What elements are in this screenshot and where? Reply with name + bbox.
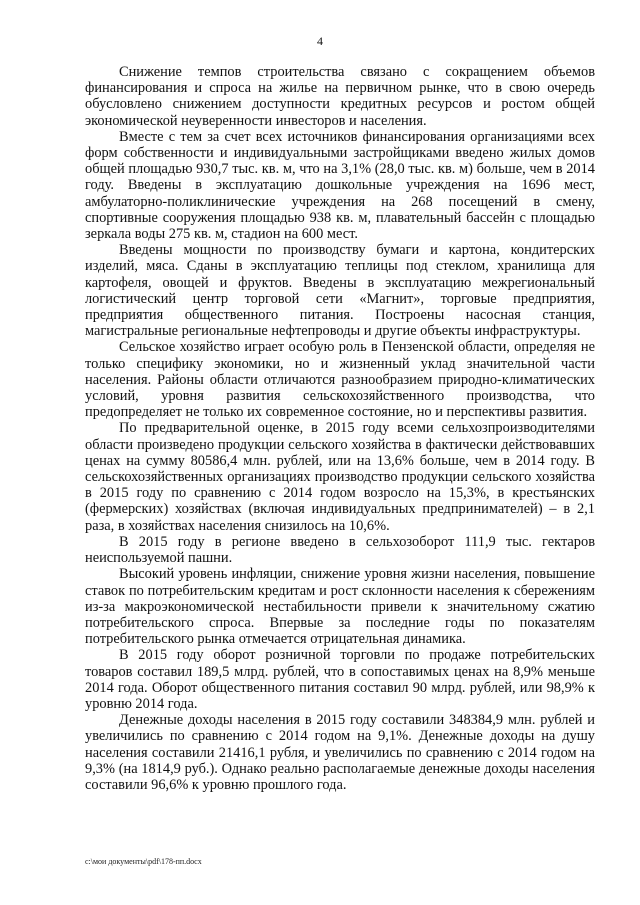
document-body [85, 64, 595, 793]
paragraph-income: Денежные доходы населения в 2015 году составили 348384,9 млн. рублей и увеличились по сравнению с 2014 годом на 9,1%. Денежные доходы на душу населения составили 21416,1 рубля, и увеличились по сравнению с 2014 годом на 9,3% (на 1814,9 руб.). Однако реально располагаемые денежные доходы населения составили 96,6% к уровню прошлого года. [85, 712, 595, 793]
paragraph-housing-commissioning: Вместе с тем за счет всех источников финансирования организациями всех форм собственности и индивидуальными застройщиками введено жилых домов общей площадью 930,7 тыс. кв. м, что на 3,1% (28,0 тыс. кв. м) больше, чем в 2014 году. Введены в эксплуатацию дошкольные учреждения на 1696 мест, амбулаторно-поликлинические учреждения на 268 посещений в смену, спортивные сооружения площадью 938 кв. м, плавательный бассейн с площадью зеркала воды 275 кв. м, стадион на 600 мест. [85, 128, 595, 243]
paragraph-production-capacity: Введены мощности по производству бумаги и картона, кондитерских изделий, мяса. Сданы в эксплуатацию теплицы под стеклом, хранилища для картофеля, овощей и фруктов. Введены в эксплуатацию межрегиональный логистический центр торговой сети «Магнит», торговые предприятия, предприятия общественного питания. Построены насосная станция, магистральные региональные нефтепроводы и другие объекты инфраструктуры. [85, 242, 595, 340]
footer-file-path: c:\мои документы\pdf\178-пп.docx [85, 857, 202, 866]
paragraph-retail-turnover: В 2015 году оборот розничной торговли по продаже потребительских товаров составил 189,5 млрд. рублей, что в сопоставимых ценах на 8,9% меньше 2014 года. Оборот общественного питания составил 90 млрд. рублей, или 98,9% к уровню 2014 года. [85, 647, 595, 712]
paragraph-agriculture-output: По предварительной оценке, в 2015 году всеми сельхозпроизводителями области произведено продукции сельского хозяйства в фактически действовавших ценах на сумму 80586,4 млн. рублей, или на 13,6% больше, чем в 2014 году. В сельскохозяйственных организациях производство продукции сельского хозяйства в 2015 году по сравнению с 2014 годом возросло на 15,3%, в крестьянских (фермерских) хозяйствах (включая индивидуальных предпринимателей) – в 2,1 раза, в хозяйствах населения снизилось на 10,6%. [85, 420, 595, 534]
paragraph-construction-slowdown: Снижение темпов строительства связано с сокращением объемов финансирования и спроса на жилье на первичном рынке, что в свою очередь обусловлено снижением доступности кредитных ресурсов и ростом общей экономической неуверенности инвесторов и населения. [85, 64, 595, 129]
paragraph-arable-land: В 2015 году в регионе введено в сельхозоборот 111,9 тыс. гектаров неиспользуемой пашни. [85, 533, 595, 567]
page-number: 4 [317, 34, 323, 48]
paragraph-agriculture-role: Сельское хозяйство играет особую роль в Пензенской области, определяя не только специфику экономики, но и жизненный уклад значительной части населения. Районы области отличаются разнообразием природно-климатических условий, уровня развития сельскохозяйственного производства, что предопределяет не только их современное состояние, но и перспективы развития. [85, 339, 595, 421]
paragraph-consumer-demand: Высокий уровень инфляции, снижение уровня жизни населения, повышение ставок по потребительским кредитам и рост склонности населения к сбережениям из-за макроэкономической нестабильности привели к значительному сжатию потребительского спроса. Впервые за последние годы по показателям потребительского рынка отмечается отрицательная динамика. [85, 566, 595, 648]
